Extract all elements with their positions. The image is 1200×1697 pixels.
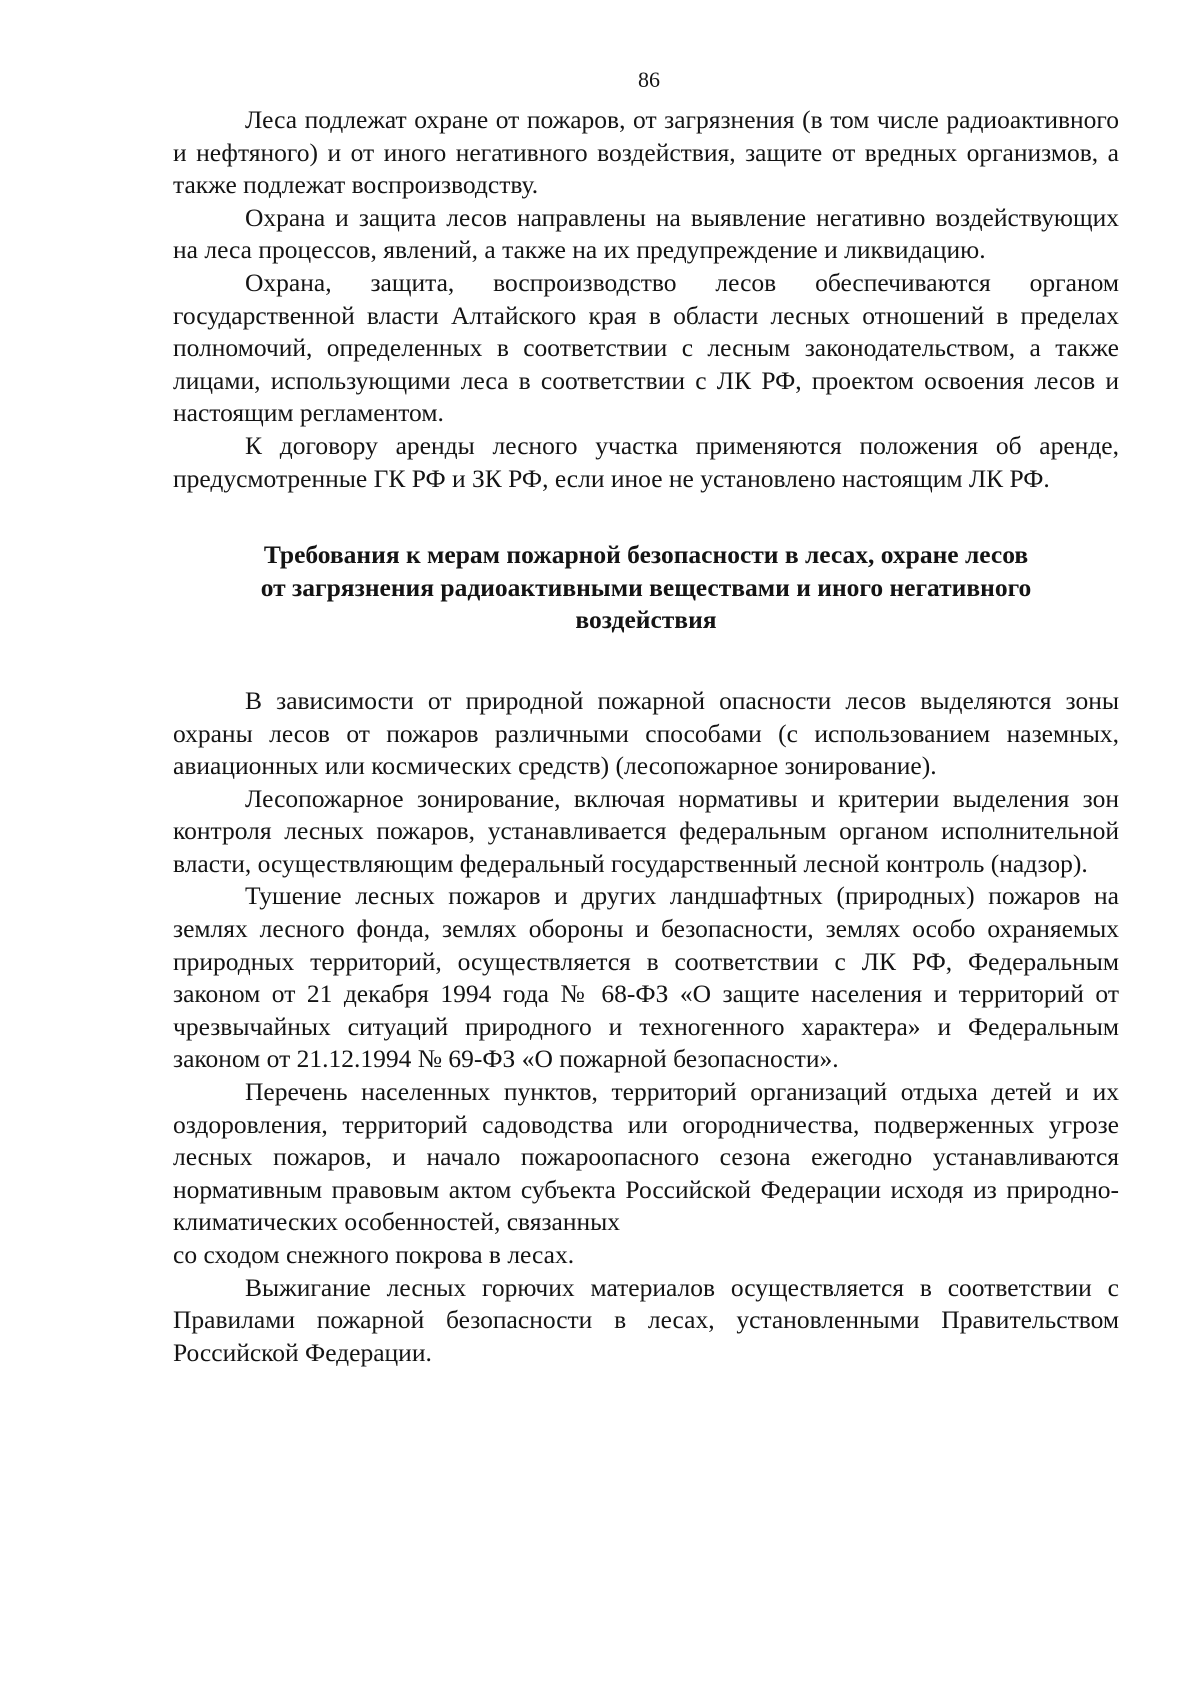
document-page (173, 66, 1119, 1369)
paragraph-fire-zones: В зависимости от природной пожарной опасности лесов выделяются зоны охраны лесов от пожаров различными способами (с использованием наземных, авиационных или космических средств) (лесопожарное зонирование). (173, 685, 1119, 781)
section-heading-line: от загрязнения радиоактивными веществами и иного негативного (260, 572, 1032, 602)
paragraph-protection-goals: Охрана и защита лесов направлены на выявление негативно воздействующих на леса процессов, явлений, а также на их предупреждение и ликвидацию. (173, 202, 1119, 265)
paragraph-responsible-bodies: Охрана, защита, воспроизводство лесов обеспечиваются органом государственной власти Алтайского края в области лесных отношений в пределах полномочий, определенных в соответствии с лесным законодательством, а также лицами, использующими леса в соответствии с ЛК РФ, проектом освоения лесов и настоящим регламентом. (173, 267, 1119, 428)
paragraph-forest-protection: Леса подлежат охране от пожаров, от загрязнения (в том числе радиоактивного и нефтяного) и от иного негативного воздействия, защите от вредных организмов, а также подлежат воспроизводству. (173, 105, 1119, 200)
section-heading-line: воздействия (575, 605, 717, 635)
paragraph-settlement-list: Перечень населенных пунктов, территорий организаций отдыха детей и их оздоровления, территорий садоводства или огородничества, подверженных угрозе лесных пожаров, и начало пожароопасного сезона ежегодно устанавливаются нормативным правовым актом субъекта Российской Федерации исходя из природно-климатических особенностей, связанных (173, 1077, 1119, 1237)
paragraph-lease-contract: К договору аренды лесного участка применяются положения об аренде, предусмотренные ГК РФ и ЗК РФ, если иное не установлено настоящим ЛК РФ. (173, 430, 1119, 493)
section-heading (173, 539, 1119, 637)
paragraph-fire-extinguishing: Тушение лесных пожаров и других ландшафтных (природных) пожаров на землях лесного фонда, землях обороны и безопасности, землях особо охраняемых природных территорий, осуществляется в соответствии с ЛК РФ, Федеральным законом от 21 декабря 1994 года № 68-ФЗ «О защите населения и территорий от чрезвычайных ситуаций природного и техногенного характера» и Федеральным законом от 21.12.1994 № 69-ФЗ «О пожарной безопасности». (173, 881, 1119, 1074)
section-heading-line: Требования к мерам пожарной безопасности в лесах, охране лесов (263, 540, 1029, 570)
paragraph-burning-rules: Выжигание лесных горючих материалов осуществляется в соответствии с Правилами пожарной безопасности в лесах, установленными Правительством Российской Федерации. (173, 1272, 1119, 1367)
paragraph-zoning-authority: Лесопожарное зонирование, включая нормативы и критерии выделения зон контроля лесных пожаров, устанавливается федеральным органом исполнительной власти, осуществляющим федеральный государственный лесной контроль (надзор). (173, 783, 1119, 878)
page-number: 86 (638, 67, 660, 92)
paragraph-continuation: со сходом снежного покрова в лесах. (173, 1240, 575, 1269)
